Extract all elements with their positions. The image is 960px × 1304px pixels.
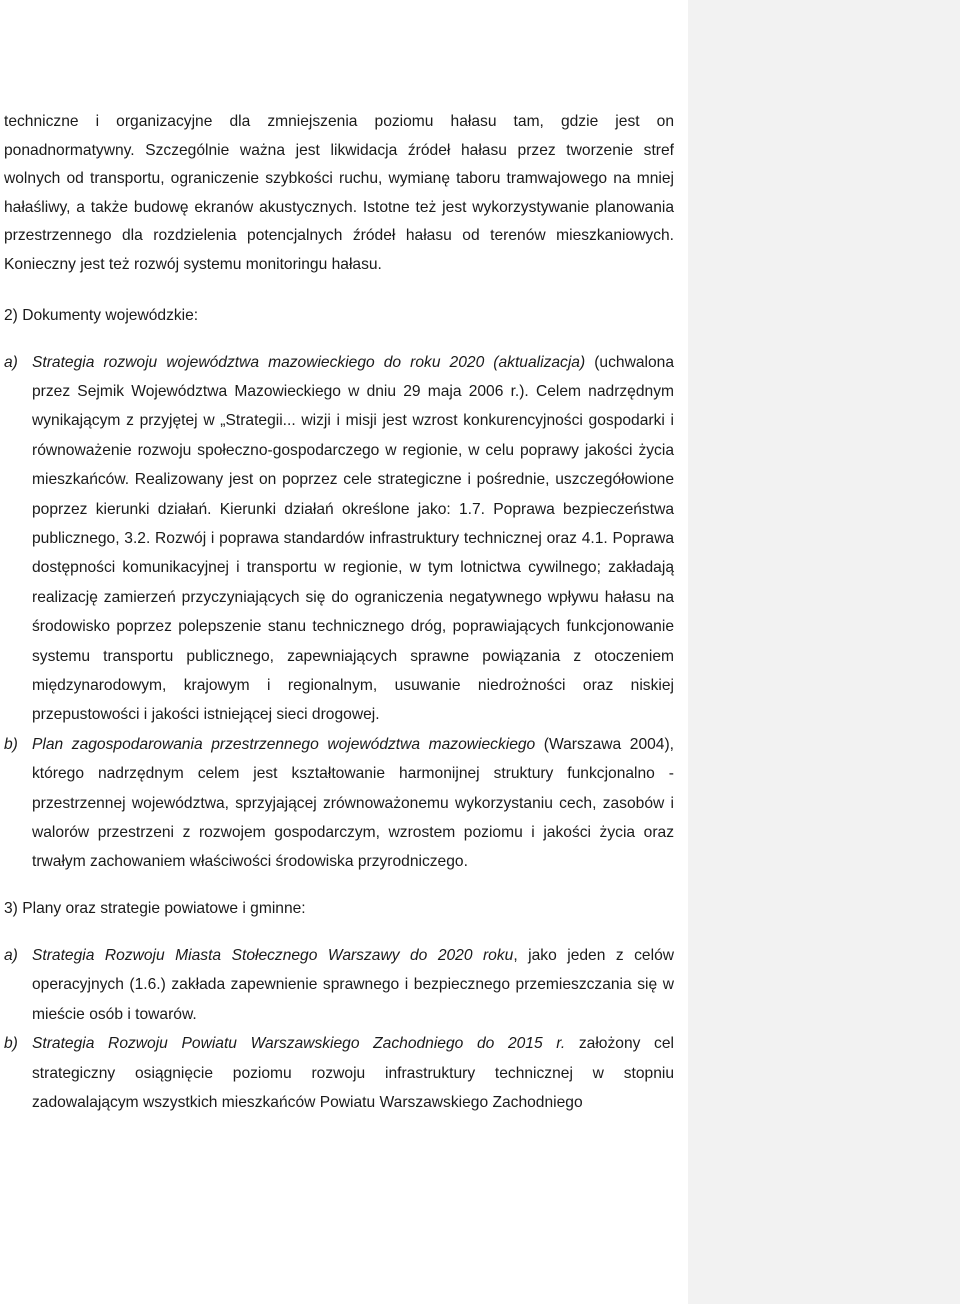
section-3-heading: 3) Plany oraz strategie powiatowe i gminne: bbox=[4, 899, 306, 917]
list-item bbox=[4, 348, 674, 730]
document-title: Strategia rozwoju województwa mazowieckiego do roku 2020 (aktualizacja) bbox=[32, 353, 586, 371]
list-item-text: założony cel strategiczny osiągnięcie poziomu rozwoju infrastruktury technicznej w stopniu zadowalającym wszystkich mieszkańców Powiatu Warszawskiego Zachodniego bbox=[32, 1035, 674, 1111]
list-marker: b) bbox=[4, 735, 18, 753]
comment-margin-pane bbox=[688, 0, 960, 1304]
list-item-text: (Warszawa 2004), którego nadrzędnym celem jest kształtowanie harmonijnej struktury funkcjonalno - przestrzennej województwa, sprzyjającej zrównoważonemu wykorzystaniu cech, zasobów i walorów przestrzeni z rozwojem gospodarczym, wzrostem poziomu i jakości życia oraz trwałym zachowaniem właściwości środowiska przyrodniczego. bbox=[32, 735, 674, 871]
list-item-text: (uchwalona przez Sejmik Województwa Mazowieckiego w dniu 29 maja 2006 r.). Celem nadrzędnym wynikającym z przyjętej w „Strategii... wizji i misji jest wzrost konkurencyjności gospodarki i równoważenie rozwoju społeczno-gospodarczego w regionie, w celu poprawy jakości życia mieszkańców. Realizowany jest on poprzez cele strategiczne i pośrednie, uszczegółowione poprzez kierunki działań. Kierunki działań określone jako: 1.7. Poprawa bezpieczeństwa publicznego, 3.2. Rozwój i poprawa standardów infrastruktury technicznej oraz 4.1. Poprawa dostępności komunikacyjnej i transportu w regionie, w tym lotnictwa cywilnego; zakładają realizację zamierzeń przyczyniających się do ograniczenia negatywnego wpływu hałasu na środowisko poprzez polepszenie stanu technicznego dróg, poprawiających funkcjonowanie systemu transportu publicznego, zapewniających sprawne powiązania z otoczeniem międzynarodowym, krajowym i regionalnym, usuwanie niedrożności oraz niskiej przepustowości i jakości istniejącej sieci drogowej. bbox=[32, 353, 674, 724]
intro-paragraph: techniczne i organizacyjne dla zmniejszenia poziomu hałasu tam, gdzie jest on ponadnormatywny. Szczególnie ważna jest likwidacja źródeł hałasu przez tworzenie stref wolnych od transportu, ograniczenie szybkości ruchu, wymianę taboru tramwajowego na mniej hałaśliwy, a także budowę ekranów akustycznych. Istotne też jest wykorzystywanie planowania przestrzennego dla rozdzielenia potencjalnych źródeł hałasu od terenów mieszkaniowych. Konieczny jest też rozwój systemu monitoringu hałasu. bbox=[4, 113, 674, 273]
document-title: Plan zagospodarowania przestrzennego województwa mazowieckiego bbox=[32, 735, 536, 753]
section-2-heading: 2) Dokumenty wojewódzkie: bbox=[4, 306, 199, 324]
list-marker: b) bbox=[4, 1035, 18, 1053]
document-body bbox=[4, 108, 674, 1117]
list-item bbox=[4, 941, 674, 1029]
list-marker: a) bbox=[4, 353, 18, 371]
document-title: Strategia Rozwoju Miasta Stołecznego Warszawy do 2020 roku bbox=[32, 946, 514, 964]
list-item bbox=[4, 1029, 674, 1117]
document-title: Strategia Rozwoju Powiatu Warszawskiego Zachodniego do 2015 r. bbox=[32, 1035, 566, 1053]
list-item-text: , jako jeden z celów operacyjnych (1.6.) zakłada zapewnienie sprawnego i bezpiecznego przemieszczania się w mieście osób i towarów. bbox=[32, 946, 675, 1023]
list-marker: a) bbox=[4, 946, 18, 964]
list-item bbox=[4, 730, 674, 877]
